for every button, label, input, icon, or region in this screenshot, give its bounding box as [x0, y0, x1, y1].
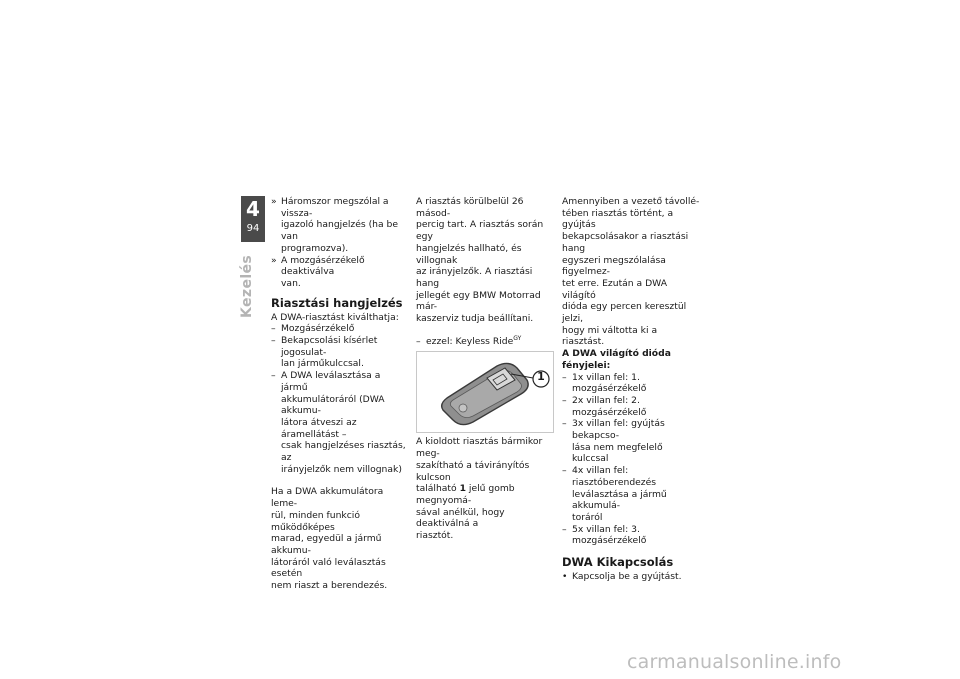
section-heading-disable: DWA Kikapcsolás [562, 555, 674, 570]
equipment-superscript: GY [513, 334, 522, 342]
result-item: » Háromszor megszólal a vissza- igazoló hangjelzés (ha be van programozva). [271, 196, 399, 254]
chapter-number: 4 [246, 197, 260, 221]
list-item: – 2x villan fel: 2. mozgásérzékelő [562, 394, 647, 418]
column-3 [562, 196, 700, 583]
section-label: Kezelés [239, 254, 255, 318]
watermark-text: carmanualsonline.info [627, 651, 842, 673]
led-signals-subheading: A DWA világító dióda fényjelei: [562, 348, 671, 371]
key-fob-icon [417, 352, 553, 432]
intro-text: A DWA-riasztást kiválthatja: [271, 311, 399, 323]
list-item: – Mozgásérzékelő [271, 323, 355, 335]
alarm-duration-paragraph: A riasztás körülbelül 26 másod- percig tart. A riasztás során egy hangjelzés hallható, és villognak az irányjelzők. A riasztási hang jellegét egy BMW Motorrad már- kaszerviz tudja beállítani. [416, 196, 544, 325]
column-2 [416, 196, 554, 542]
action-item: • Kapcsolja be a gyújtást. [562, 571, 682, 583]
result-item: » A mozgásérzékelő deaktiválva van. [271, 254, 365, 289]
bullet-icon: • [562, 571, 568, 583]
list-item: – 4x villan fel: riasztóberendezés leválasztása a jármű akkumulá- toráról [562, 465, 667, 523]
cancel-alarm-paragraph: A kioldott riasztás bármikor meg- szakítható a távirányítós kulcson található 1 jelű gomb megnyomá- sával anélkül, hogy deaktiválná a riasztót. [416, 436, 543, 542]
section-heading-alarm: Riasztási hangjelzés [271, 295, 403, 310]
key-fob-figure [416, 351, 554, 433]
figure-callout-number: 1 [537, 370, 545, 384]
list-item: – 5x villan fel: 3. mozgásérzékelő [562, 523, 647, 547]
list-item: – A DWA leválasztása a jármű akkumulátoráról (DWA akkumu- látora átveszi az áramellátást – csak hangjelzéses riasztás, az irányjelzők nem villognak) [271, 370, 406, 475]
list-item: – 3x villan fel: gyújtás bekapcso- lása nem megfelelő kulccsal [562, 418, 665, 465]
absence-alarm-paragraph: Amennyiben a vezető távollé- tében riasztás történt, a gyújtás bekapcsolásakor a riasztási hang egyszeri megszólalása figyelmez- tet erre. Ezután a DWA világító dióda egy percen keresztül jelzi, hogy mi váltotta ki a riasztást. [562, 196, 700, 348]
result-arrow-icon: » [271, 254, 277, 266]
list-item: – 1x villan fel: 1. mozgásérzékelő [562, 371, 647, 395]
list-item: – Bekapcsolási kísérlet jogosulat- lan járműkulccsal. [271, 335, 378, 370]
chapter-tab [241, 196, 265, 242]
column-1 [271, 196, 409, 592]
battery-paragraph: Ha a DWA akkumulátora leme- rül, minden funkció működőképes marad, egyedül a jármű akkumu- látoráról való leválasztás esetén nem riaszt a berendezés. [271, 486, 388, 592]
equipment-note: – ezzel: Keyless Ride$^{GY}$ [416, 334, 522, 347]
result-arrow-icon: » [271, 196, 277, 207]
page-number: 94 [246, 223, 260, 234]
